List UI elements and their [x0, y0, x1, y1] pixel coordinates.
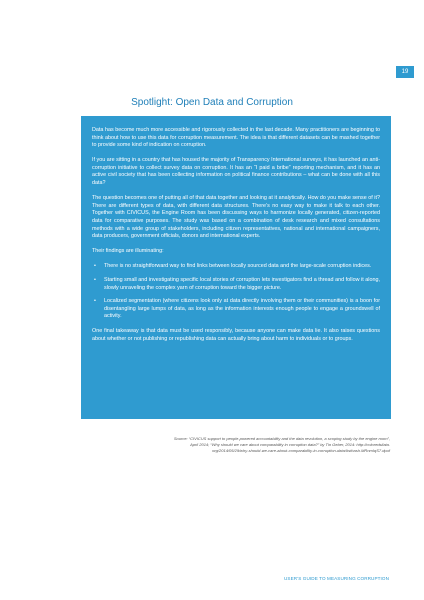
finding-text: Starting small and investigating specific local stories of corruption lets investigators find a thread and follow it along, slowly unraveling the complex yarn of corruption toward the bigger picture. — [104, 276, 380, 291]
source-line: org/2014/05/29/why-should-we-care-about-comparability-in-corruption-data/#sthash.MRnmIqS7.dpuf — [212, 448, 390, 454]
intro-paragraph-3: The question becomes one of putting all of that data together and looking at it analytically. How do you make sense of it? There are different types of data, with different data structures. There’s no easy way to make it talk to each other. Together with CIVICUS, the Engine Room has been discussing ways to harmonize locally generated, citizen-reported data for comparative purposes. The study was based on a combination of desk research and mixed consultations methods with a wide group of stakeholders, including citizen representatives, national and international campaigners, data producers, government officials, donors and international experts. — [92, 195, 380, 240]
page-number: 19 — [396, 66, 414, 78]
source-note — [136, 436, 390, 455]
intro-paragraph-1: Data has become much more accessible and rigorously collected in the last decade. Many practitioners are beginning to think about how to use this data for corruption measurement. The idea is that different datasets can be mashed together to provide some kind of indication on corruption. — [92, 127, 380, 149]
intro-paragraph-2: If you are sitting in a country that has housed the majority of Transparency International surveys, it has launched an anti-corruption initiative to collect survey data on corruption. It has an “I paid a bribe” reporting mechanism, and it has an active civil society that has been collecting information on political finance contributions – what can be done with all this data? — [92, 157, 380, 187]
source-line: Source: “CIVICUS support to people-powered accountability and the data revolution, a scoping study by the engine room”, — [173, 436, 390, 441]
finding-item — [92, 277, 380, 292]
bullet-icon: • — [94, 276, 96, 283]
finding-item — [92, 263, 380, 271]
findings-list — [92, 263, 380, 321]
source-line: April 2014; “Why should we care about comparability in corruption data?” by Tin Geber, 2014: http://coloredsilata. — [190, 442, 390, 448]
spotlight-title: Spotlight: Open Data and Corruption — [131, 97, 293, 108]
spotlight-box — [81, 116, 391, 419]
bullet-icon: • — [94, 298, 96, 305]
final-paragraph: One final takeaway is that data must be used responsibly, because anyone can make data lie. It also raises questions about whether or not publishing or republishing data can actually bring about harm to individuals or to groups. — [92, 328, 380, 342]
bullet-icon: • — [94, 263, 96, 270]
finding-text: There is no straightforward way to find links between locally sourced data and the large-scale corruption indices. — [104, 263, 372, 270]
finding-item — [92, 298, 380, 321]
finding-text: Localized segmentation (where citizens look only at data directly involving them or their communities) is a boon for disentangling large lumps of data, as long as the information interests enough people to engage a groundswell of activity. — [104, 298, 380, 320]
running-footer: USER’S GUIDE TO MEASURING CORRUPTION — [283, 576, 389, 581]
findings-lead: Their findings are illuminating: — [92, 248, 164, 255]
